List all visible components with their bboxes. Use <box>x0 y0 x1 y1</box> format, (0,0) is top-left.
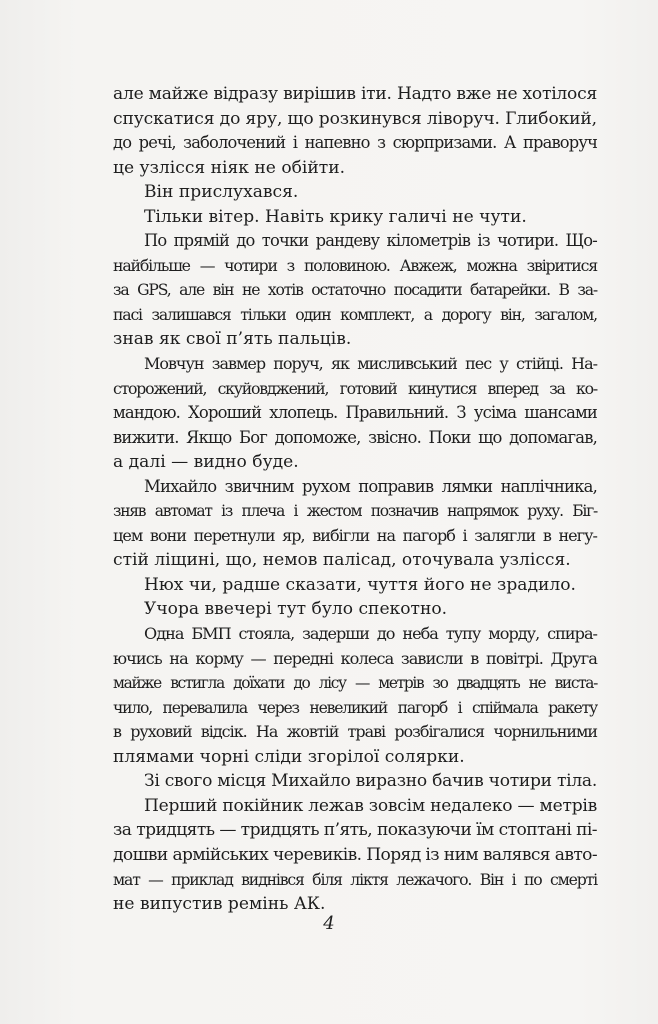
text-line: спускатися до яру, що розкинувся ліворуч. Глибокий, <box>113 108 597 129</box>
text-line: цем вони перетнули яр, вибігли на пагорб і залягли в негу- <box>113 525 597 545</box>
text-line: до речі, заболочений і напевно з сюрпризами. А праворуч <box>113 133 597 153</box>
text-line: Михайло звичним рухом поправив лямки наплічника, <box>144 476 597 496</box>
text-line: дошви армійських черевиків. Поряд із ним валявся авто- <box>113 844 597 865</box>
text-line: але майже відразу вирішив іти. Надто вже не хотілося <box>113 84 597 104</box>
text-line: знав як свої п’ять пальців. <box>113 329 352 350</box>
text-line: ючись на корму — передні колеса зависли в повітрі. Друга <box>113 648 597 668</box>
text-line: це узлісся ніяк не обійти. <box>113 157 346 178</box>
text-line: мат — приклад виднівся біля ліктя лежачого. Він і по смерті <box>113 869 597 889</box>
text-line: пасі залишався тільки один комплект, а дорогу він, загалом, <box>113 304 597 324</box>
text-line: Учора ввечері тут було спекотно. <box>144 599 448 620</box>
text-line: а далі — видно буде. <box>113 452 299 473</box>
text-line: за GPS, але він не хотів остаточно посадити батарейки. В за- <box>113 280 597 300</box>
text-line: Перший покійник лежав зовсім недалеко — метрів <box>144 795 597 816</box>
text-line: найбільше — чотири з половиною. Авжеж, можна звіритися <box>113 255 597 275</box>
text-line: зняв автомат із плеча і жестом позначив напрямок руху. Біг- <box>113 502 597 521</box>
text-line: Він прислухався. <box>144 182 299 203</box>
text-line: вижити. Якщо Бог допоможе, звісно. Поки що допомагав, <box>113 427 597 447</box>
text-line: в руховий відсік. На жовтій траві розбігалися чорнильними <box>113 722 597 742</box>
text-line: По прямій до точки рандеву кілометрів із чотири. Що- <box>144 231 597 251</box>
text-line: мандою. Хороший хлопець. Правильний. З усіма шансами <box>113 403 597 423</box>
text-line: сторожений, скуйовджений, готовий кинутися вперед за ко- <box>113 378 597 398</box>
text-line: не випустив ремінь АК. <box>113 894 326 915</box>
text-line: Тільки вітер. Навіть крику галичі не чути. <box>144 206 527 227</box>
page-number: 4 <box>323 913 335 934</box>
text-line: Мовчун завмер поруч, як мисливський пес у стійці. На- <box>144 354 597 374</box>
text-line: Зі свого місця Михайло виразно бачив чотири тіла. <box>144 771 597 792</box>
body-text <box>113 82 597 917</box>
text-line: стій ліщині, що, немов палісад, оточувала узлісся. <box>113 550 571 571</box>
text-line: Нюх чи, радше сказати, чуття його не зрадило. <box>144 574 576 595</box>
text-line: майже встигла доїхати до лісу — метрів зо двадцять не виста- <box>113 674 597 693</box>
text-line: Одна БМП стояла, задерши до неба тупу морду, спира- <box>144 624 597 644</box>
text-line: чило, перевалила через невеликий пагорб і спіймала ракету <box>113 697 597 717</box>
text-line: за тридцять — тридцять п’ять, показуючи їм стоптані пі- <box>113 820 597 841</box>
text-line: плямами чорні сліди згорілої солярки. <box>113 746 465 767</box>
